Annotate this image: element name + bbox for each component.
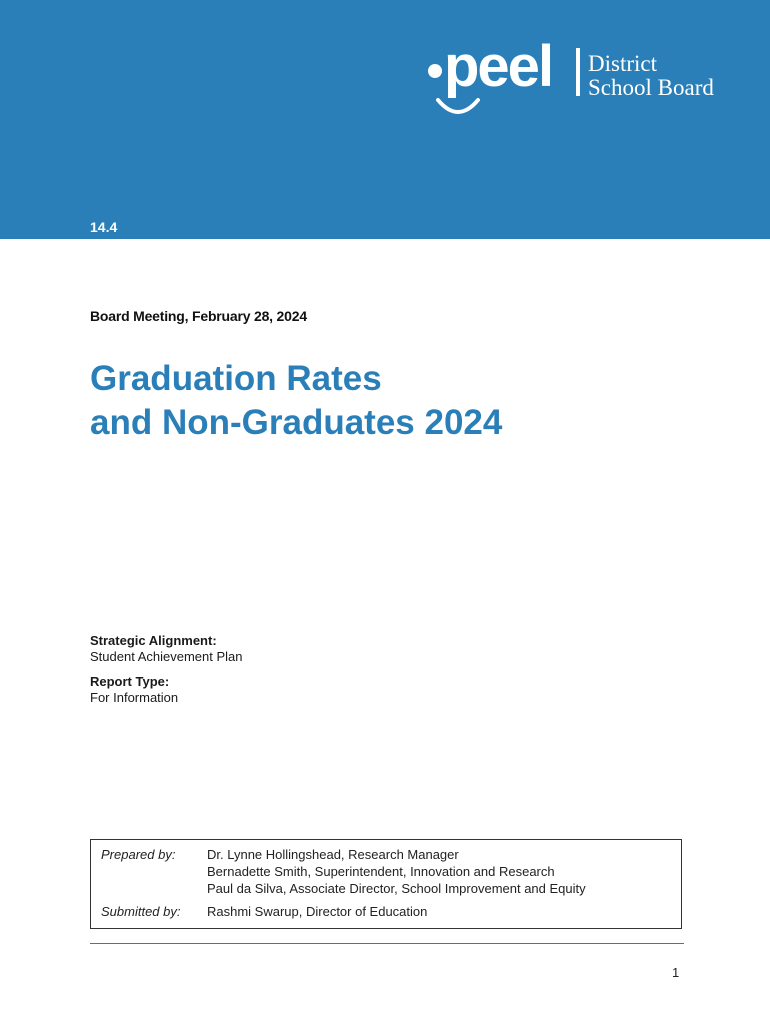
strategic-alignment-label: Strategic Alignment: <box>90 633 217 648</box>
report-title <box>90 357 502 445</box>
header-banner <box>0 0 770 239</box>
strategic-alignment <box>90 633 243 665</box>
footer-divider <box>90 943 684 944</box>
submitted-by-label: Submitted by: <box>101 904 181 919</box>
logo-wordmark: peel <box>444 34 553 99</box>
logo-divider <box>576 48 580 96</box>
peel-district-school-board-logo <box>428 34 738 126</box>
logo-dot-icon <box>428 64 442 78</box>
submitted-by-name <box>207 903 427 920</box>
author-name: Dr. Lynne Hollingshead, Research Manager <box>207 847 459 862</box>
report-type-value: For Information <box>90 690 179 705</box>
report-type <box>90 674 178 706</box>
strategic-alignment-value: Student Achievement Plan <box>90 649 243 664</box>
agenda-item-number: 14.4 <box>90 219 118 235</box>
prepared-by-names <box>207 846 586 897</box>
prepared-by-label: Prepared by: <box>101 847 176 862</box>
page-number: 1 <box>672 965 680 980</box>
report-title-line2: and Non-Graduates 2024 <box>90 403 503 442</box>
report-title-line1: Graduation Rates <box>90 359 382 398</box>
author-name: Paul da Silva, Associate Director, School Improvement and Equity <box>207 881 586 896</box>
report-type-label: Report Type: <box>90 674 170 689</box>
logo-text-school-board: School Board <box>588 75 714 100</box>
authors-box <box>90 839 682 929</box>
submitter-name: Rashmi Swarup, Director of Education <box>207 904 428 919</box>
author-name: Bernadette Smith, Superintendent, Innovation and Research <box>207 864 555 879</box>
logo-smile-icon <box>432 94 484 120</box>
logo-text-district: District <box>588 51 657 76</box>
meeting-date: Board Meeting, February 28, 2024 <box>90 308 307 324</box>
